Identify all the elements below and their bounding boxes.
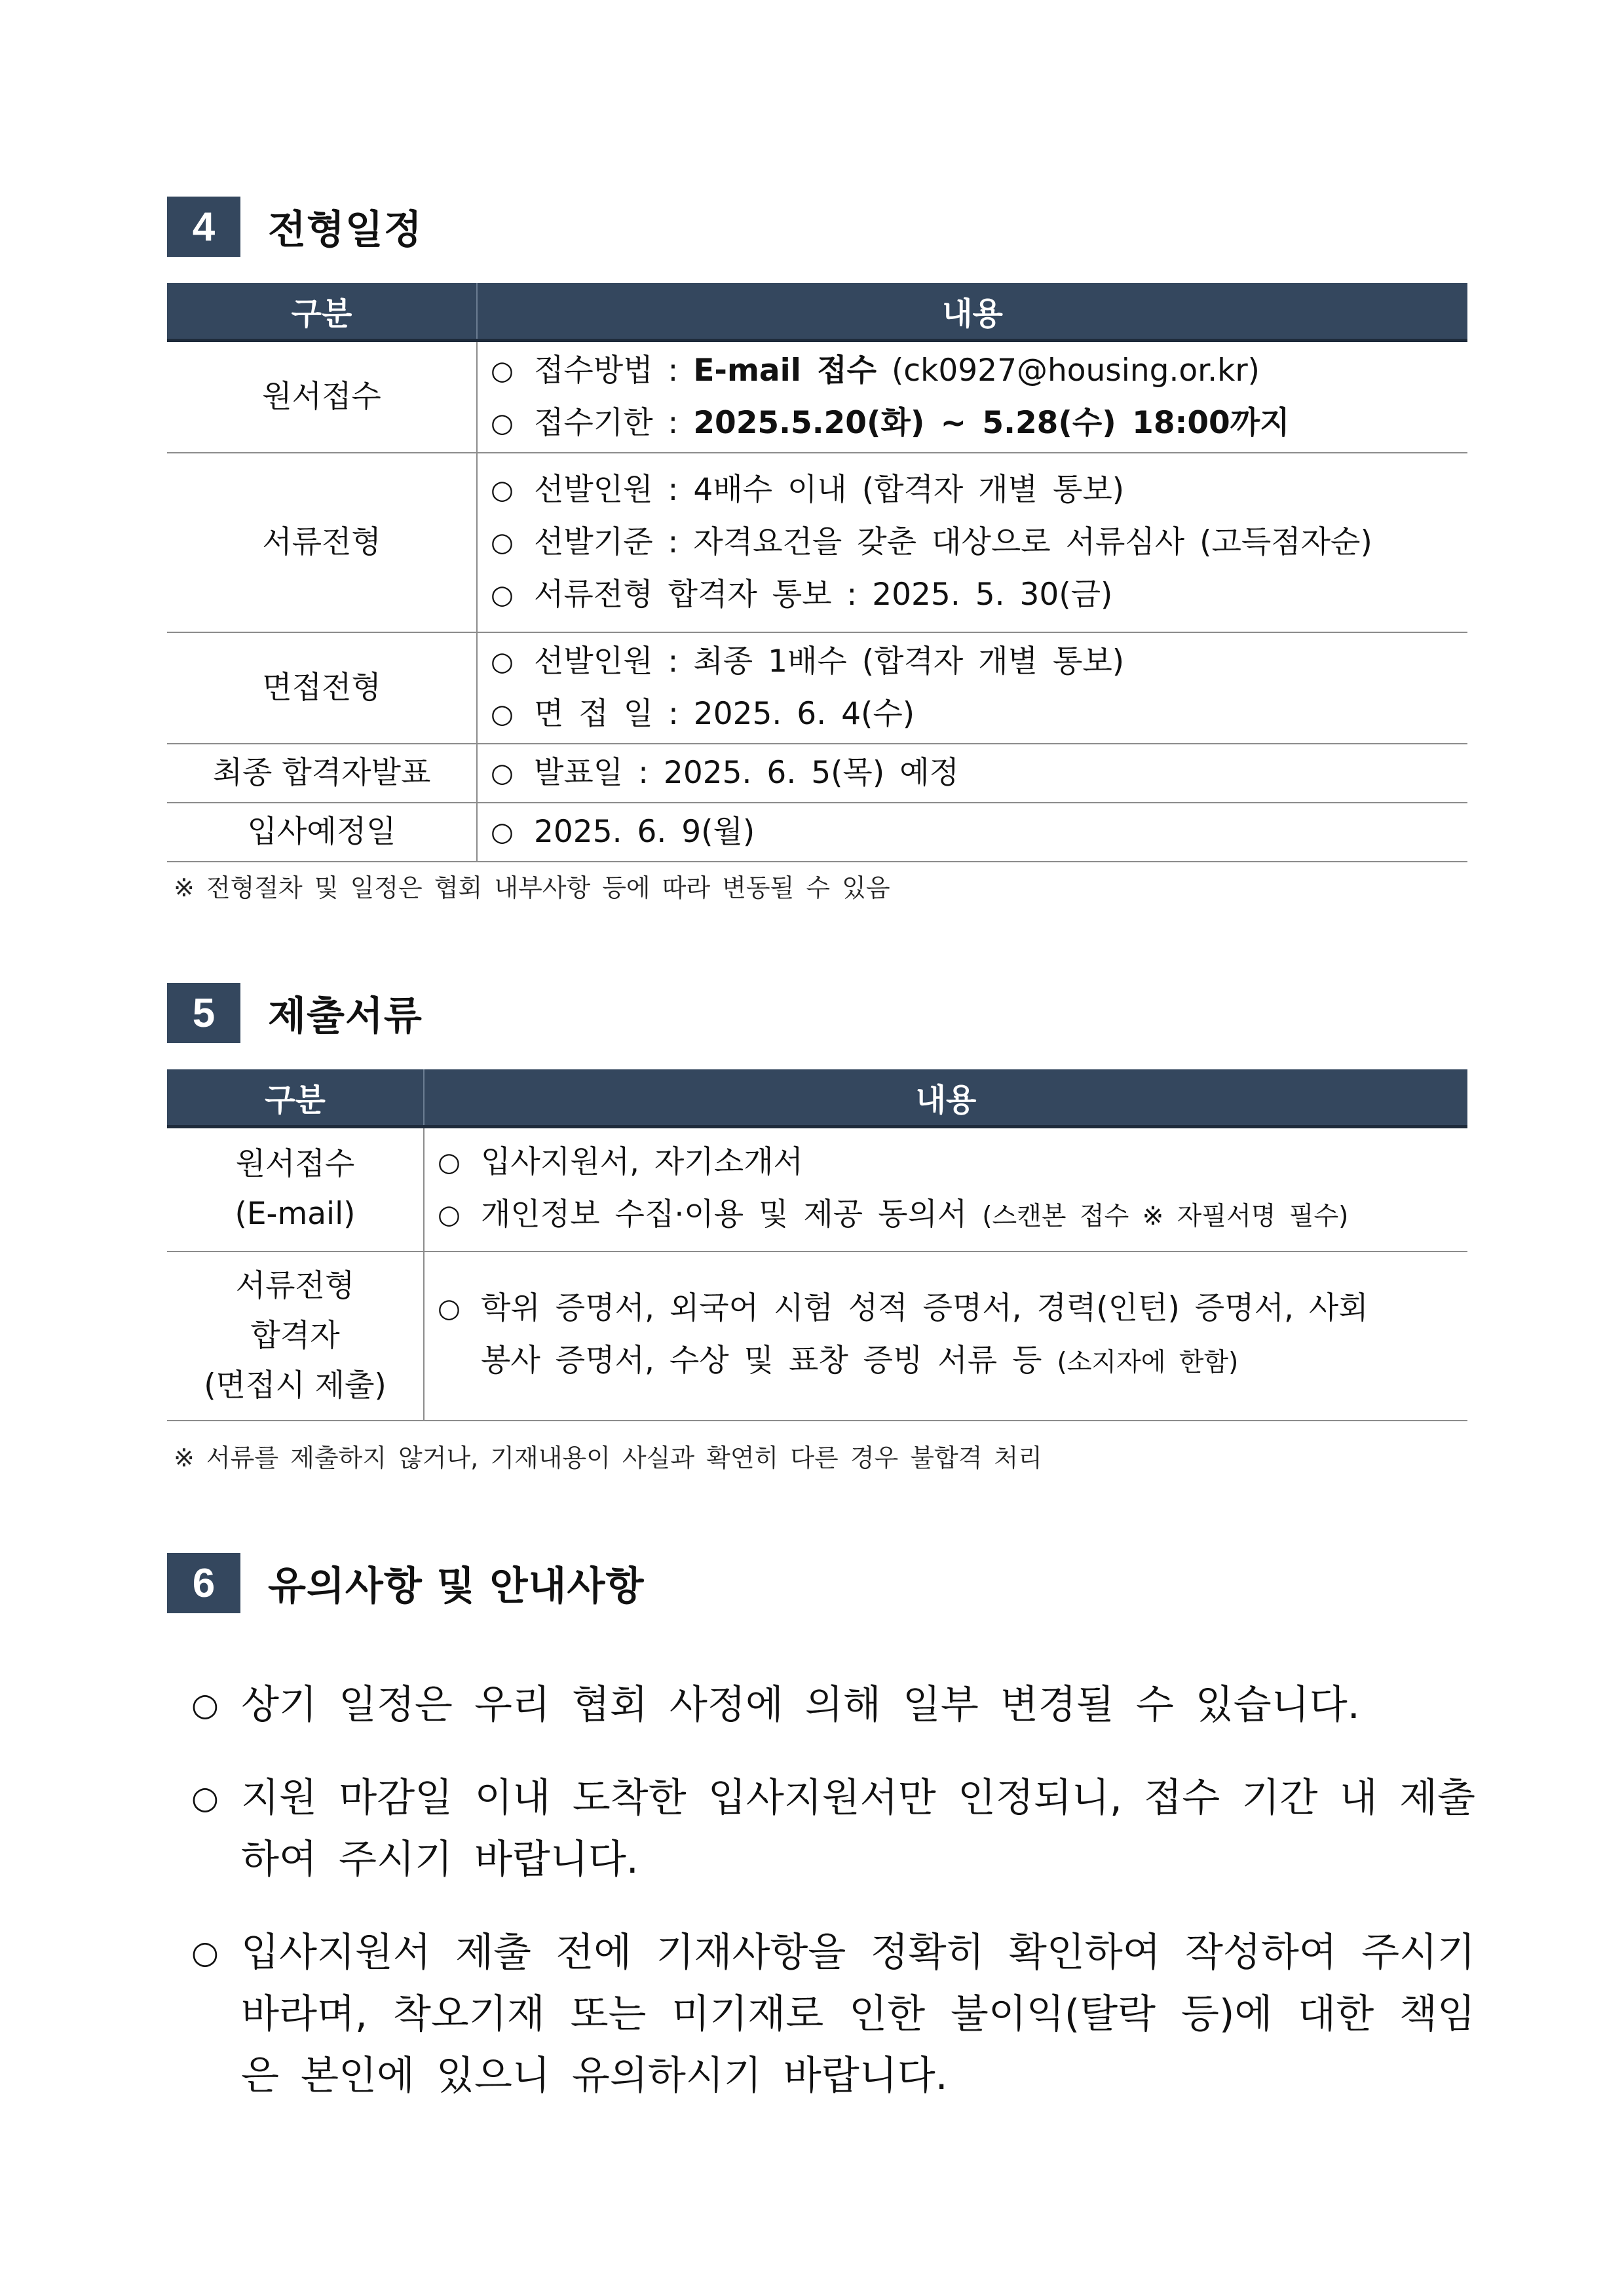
list-item [438, 1282, 1454, 1389]
item-text: 발표일 : 2025. 6. 5(목) 예정 [534, 755, 959, 791]
section-title: 전형일정 [268, 207, 423, 253]
row-label: 서류전형 [167, 453, 477, 632]
list-item [491, 397, 1454, 450]
column-header: 구분 [167, 283, 477, 341]
row-content [477, 632, 1467, 744]
list-item [438, 1189, 1454, 1243]
bullet-icon: ○ [438, 1147, 461, 1177]
row-content [477, 803, 1467, 862]
row-label: 면접전형 [167, 632, 477, 744]
bullet-icon: ○ [438, 1293, 461, 1324]
list-item [191, 1922, 1475, 2107]
item-emphasis: 2025.5.20(화) ~ 5.28(수) 18:00까지 [693, 405, 1290, 441]
bullet-icon: ○ [191, 1780, 219, 1816]
section-4-heading [167, 197, 423, 257]
row-content [477, 453, 1467, 632]
column-header: 내용 [477, 283, 1467, 341]
row-content [477, 341, 1467, 453]
documents-table [167, 1069, 1467, 1421]
schedule-table [167, 283, 1467, 862]
item-remark: (소지자에 한함) [1057, 1348, 1239, 1377]
label-line: (면접시 제출) [204, 1367, 387, 1404]
bullet-icon: ○ [491, 475, 514, 505]
item-text: 개인정보 수집·이용 및 제공 동의서 [481, 1196, 983, 1233]
bullet-icon: ○ [491, 408, 514, 438]
row-label: 최종 합격자발표 [167, 744, 477, 803]
row-content [424, 1127, 1467, 1252]
item-text: 봉사 증명서, 수상 및 표창 증빙 서류 등 [481, 1343, 1057, 1379]
table-row [167, 1127, 1467, 1252]
section-6-heading [167, 1553, 644, 1613]
item-key: 접수기한 : [534, 405, 694, 441]
list-item [491, 516, 1454, 569]
list-item [491, 345, 1454, 397]
label-line: 서류전형 [235, 1267, 355, 1304]
notice-text: 지원 마감일 이내 도착한 입사지원서만 인정되니, 접수 기간 내 제출하여 주시기 바랍니다. [241, 1775, 1475, 1883]
bullet-icon: ○ [491, 647, 514, 677]
notice-list [191, 1674, 1475, 2138]
section-number: 4 [167, 197, 240, 257]
schedule-note: ※ 전형절차 및 일정은 협회 내부사항 등에 따라 변동될 수 있음 [174, 873, 890, 902]
label-line: 원서접수 [235, 1146, 355, 1183]
item-key: 접수방법 : [534, 353, 694, 389]
item-text: 선발인원 : 4배수 이내 (합격자 개별 통보) [534, 472, 1125, 508]
column-header: 구분 [167, 1069, 424, 1127]
row-label: 입사예정일 [167, 803, 477, 862]
list-item [191, 1674, 1475, 1736]
list-item [491, 806, 1454, 858]
table-row [167, 803, 1467, 862]
table-row [167, 453, 1467, 632]
list-item [491, 747, 1454, 799]
item-text: 선발인원 : 최종 1배수 (합격자 개별 통보) [534, 643, 1125, 679]
section-5-heading [167, 983, 423, 1043]
row-label: 원서접수 [167, 341, 477, 453]
table-row [167, 341, 1467, 453]
item-remark: (스캔본 접수 ※ 자필서명 필수) [982, 1201, 1349, 1231]
bullet-icon: ○ [491, 758, 514, 788]
row-content [477, 744, 1467, 803]
bullet-icon: ○ [438, 1199, 461, 1230]
email-address: (ck0927@housing.or.kr) [877, 353, 1260, 389]
list-item [438, 1136, 1454, 1189]
documents-note: ※ 서류를 제출하지 않거나, 기재내용이 사실과 확연히 다른 경우 불합격 처리 [174, 1444, 1042, 1472]
row-label [167, 1127, 424, 1252]
item-text: 면 접 일 : 2025. 6. 4(수) [534, 696, 915, 732]
section-number: 5 [167, 983, 240, 1043]
list-item [491, 569, 1454, 621]
label-line: 합격자 [250, 1317, 340, 1354]
table-row [167, 1252, 1467, 1421]
row-content [424, 1252, 1467, 1421]
item-emphasis: E-mail 접수 [693, 353, 877, 389]
bullet-icon: ○ [191, 1687, 219, 1723]
table-header-row [167, 283, 1467, 341]
section-title: 제출서류 [268, 993, 423, 1039]
list-item [491, 688, 1454, 740]
section-number: 6 [167, 1553, 240, 1613]
bullet-icon: ○ [491, 580, 514, 610]
bullet-icon: ○ [491, 699, 514, 729]
item-text: 입사지원서, 자기소개서 [481, 1143, 803, 1180]
table-header-row [167, 1069, 1467, 1127]
item-text: 2025. 6. 9(월) [534, 814, 755, 850]
row-label [167, 1252, 424, 1421]
list-item [491, 464, 1454, 516]
bullet-icon: ○ [491, 527, 514, 558]
item-text: 서류전형 합격자 통보 : 2025. 5. 30(금) [534, 577, 1113, 613]
notice-text: 상기 일정은 우리 협회 사정에 의해 일부 변경될 수 있습니다. [241, 1682, 1360, 1728]
notice-text: 입사지원서 제출 전에 기재사항을 정확히 확인하여 작성하여 주시기 바라며, 착오기재 또는 미기재로 인한 불이익(탈락 등)에 대한 책임은 본인에 있으니 유의하시기 바랍니다. [241, 1930, 1475, 2099]
item-text: 학위 증명서, 외국어 시험 성적 증명서, 경력(인턴) 증명서, 사회 [481, 1290, 1369, 1326]
table-row [167, 744, 1467, 803]
list-item [491, 636, 1454, 688]
label-line: (E-mail) [235, 1196, 356, 1233]
bullet-icon: ○ [491, 356, 514, 386]
column-header: 내용 [424, 1069, 1467, 1127]
table-row [167, 632, 1467, 744]
section-title: 유의사항 및 안내사항 [268, 1563, 645, 1609]
list-item [191, 1767, 1475, 1890]
item-text: 선발기준 : 자격요건을 갖춘 대상으로 서류심사 (고득점자순) [534, 524, 1372, 560]
bullet-icon: ○ [491, 817, 514, 847]
bullet-icon: ○ [191, 1934, 219, 1971]
